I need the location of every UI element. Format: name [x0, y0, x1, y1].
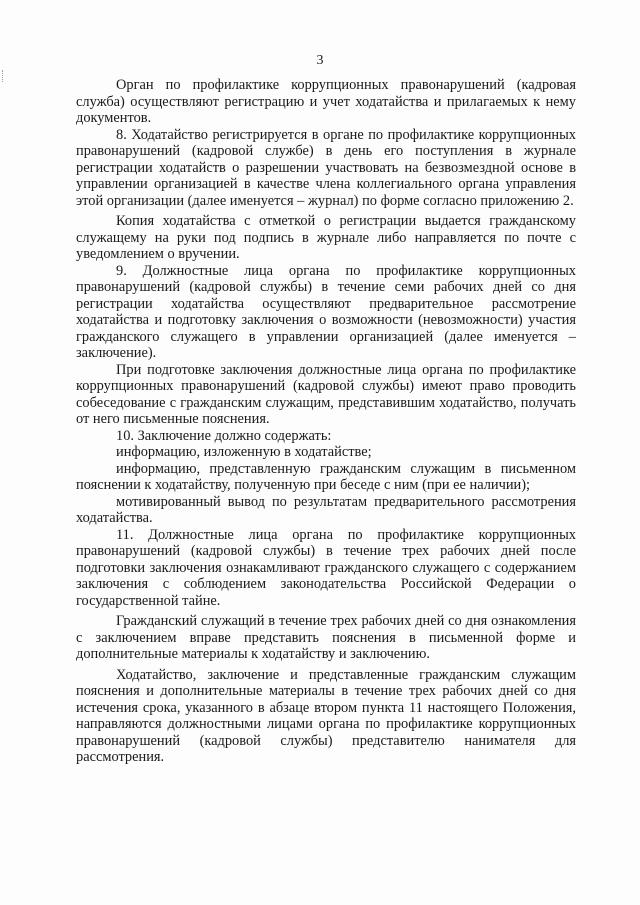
- paragraph-employee-response: Гражданский служащий в течение трех рабочих дней со дня ознакомления с заключением вправе представить пояснения в письменной форме и дополнительные материалы к ходатайству и заключению.: [76, 613, 576, 662]
- margin-mark: [2, 70, 7, 82]
- paragraph-submission: Ходатайство, заключение и представленные гражданским служащим пояснения и дополнительные материалы в течение трех рабочих дней со дня истечения срока, указанного в абзаце втором пункта 11 настоящего Положения, направляются должностными лицами органа по профилактике коррупционных правонарушений (кадровой службы) представителю нанимателя для рассмотрения.: [76, 666, 576, 765]
- paragraph-copy-issue: Копия ходатайства с отметкой о регистрации выдается гражданскому служащему на руки под подпись в журнале либо направляется по почте с уведомлением о вручении.: [76, 213, 576, 262]
- paragraph-interview: При подготовке заключения должностные лица органа по профилактике коррупционных правонарушений (кадровой службы) имеют право проводить собеседование с гражданским служащим, представившим ходатайство, получать от него письменные пояснения.: [76, 361, 576, 427]
- paragraph-item-10: 10. Заключение должно содержать:: [116, 427, 332, 444]
- paragraph-item-9: 9. Должностные лица органа по профилактике коррупционных правонарушений (кадровой службы) в течение семи рабочих дней со дня регистрации ходатайства осуществляют предварительное рассмотрение ходатайства и подготовку заключения о возможности (невозможности) участия гражданского служащего в управлении организацией (далее именуется – заключение).: [76, 262, 576, 361]
- paragraph-reasoned-conclusion: мотивированный вывод по результатам предварительного рассмотрения ходатайства.: [76, 493, 576, 526]
- paragraph-info-petition: информацию, изложенную в ходатайстве;: [116, 444, 372, 460]
- paragraph-registration: Орган по профилактике коррупционных правонарушений (кадровая служба) осуществляют регистрацию и учет ходатайства и прилагаемых к нему документов.: [76, 77, 576, 126]
- paragraph-info-explanation: информацию, представленную гражданским служащим в письменном пояснении к ходатайству, полученную при беседе с ним (при ее наличии);: [76, 460, 576, 493]
- paragraph-item-8: 8. Ходатайство регистрируется в органе по профилактике коррупционных правонарушений (кадровой службе) в день его поступления в журнале регистрации ходатайств о разрешении участвовать на безвозмездной основе в управлении организацией в качестве члена коллегиального органа управления этой организации (далее именуется – журнал) по форме согласно приложению 2.: [76, 126, 576, 209]
- paragraph-item-11: 11. Должностные лица органа по профилактике коррупционных правонарушений (кадровой службы) в течение трех рабочих дней после подготовки заключения ознакамливают гражданского служащего с содержанием заключения с соблюдением законодательства Российской Федерации о государственной тайне.: [76, 526, 576, 609]
- page-number: 3: [316, 53, 324, 68]
- document-body: [76, 77, 576, 766]
